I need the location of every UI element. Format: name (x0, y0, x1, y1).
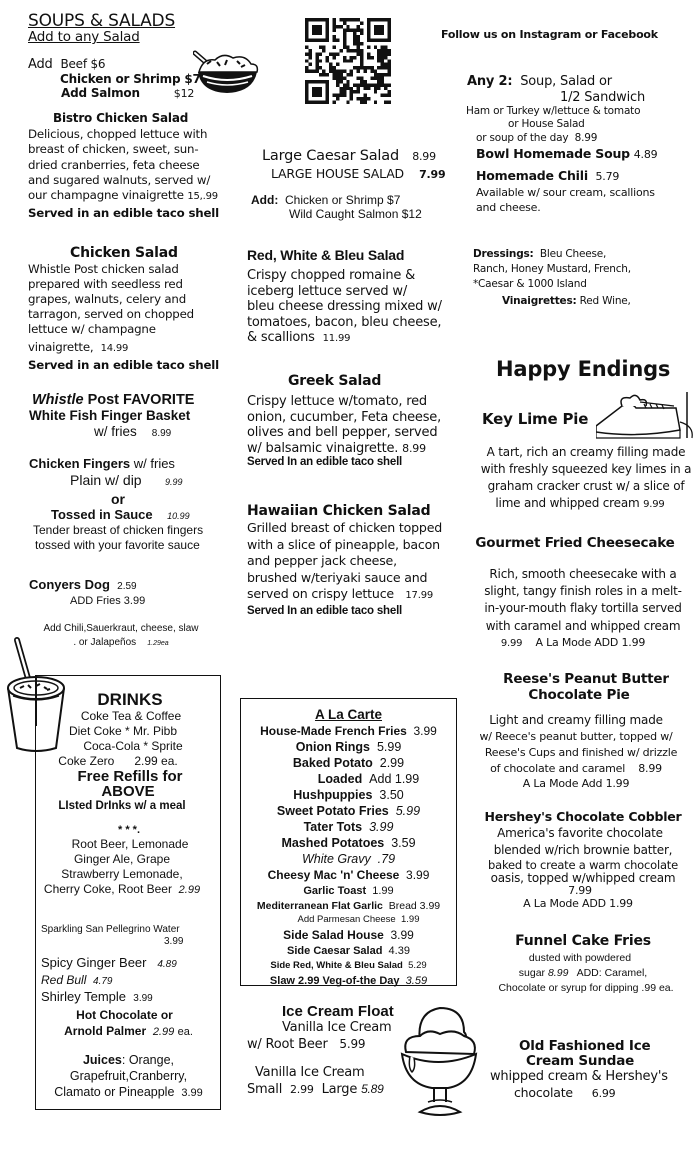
alacarte-item-name: Tater Tots (303, 820, 363, 834)
refill-line: Free Refills for (77, 768, 183, 785)
stars-divider: * * *. (117, 824, 140, 836)
alacarte-item-price: 1.99 (372, 885, 394, 897)
desc-line: tarragon, served on chopped (28, 307, 194, 321)
alacarte-item (241, 913, 456, 927)
desc-line: with caramel and whipped cream (485, 618, 681, 633)
desc-line: olives and bell pepper, served (247, 425, 438, 440)
caesar-addons (251, 193, 422, 221)
desc-line: our champagne vinaigrette (28, 188, 184, 203)
item-price: 4.89 (633, 148, 658, 161)
alacarte-item-name: Garlic Toast (303, 885, 367, 897)
drink-line: Coke Zero (58, 754, 115, 768)
chicken-salad (28, 244, 219, 373)
hawaiian-chicken-salad (247, 502, 442, 618)
alacarte-item-price: Add 1.99 (369, 772, 420, 786)
item-price: 11.99 (322, 333, 351, 344)
drink-price: 4.89 (157, 959, 177, 970)
item-name: Conyers Dog (29, 577, 110, 592)
alacarte-item-price: Bread 3.99 (388, 900, 441, 912)
desc-line: Vanilla Ice Cream (255, 1065, 365, 1080)
item-name: Bowl Homemade Soup (476, 146, 630, 161)
desc-line: Reese's Cups and finished w/ drizzle (484, 746, 678, 759)
desc-line: Crispy lettuce w/tomato, red (247, 394, 427, 409)
drink-line: Clamato or Pineapple (54, 1085, 175, 1099)
item-price: 2.59 (117, 581, 137, 592)
reeses-pie (466, 671, 698, 791)
drink-line: Coca-Cola * Sprite (83, 739, 183, 753)
key-lime-pie (466, 444, 698, 513)
desc-line: w/ balsamic vinaigrette. (247, 440, 399, 456)
dressing-line: *Caesar & 1000 Island (473, 278, 587, 290)
addons-line: Add Chili,Sauerkraut, cheese, slaw (43, 623, 199, 634)
desc-line: whipped cream & Hershey's (490, 1069, 668, 1084)
item-price: 7.99 (568, 884, 592, 897)
combo-line: or soup of the day (476, 132, 569, 144)
hersheys-cobbler (466, 809, 698, 911)
alacarte-item-name: Mashed Potatoes (281, 836, 385, 850)
desc-line: & scallions (247, 330, 315, 345)
drinks-title: DRINKS (97, 690, 163, 709)
alacarte-item-price: 3.59 (405, 975, 428, 987)
social-follow-text[interactable]: Follow us on Instagram or Facebook (441, 28, 658, 41)
desc-line: ADD: Caramel, (576, 967, 648, 979)
alacarte-item-name: Baked Potato (292, 756, 373, 770)
alacarte-item (241, 723, 456, 739)
refill-line: LIsted DrInks w/ a meal (58, 800, 186, 812)
drink-line: Cherry Coke, Root Beer (43, 882, 172, 896)
vinaigrettes-label: Vinaigrettes: (502, 295, 577, 307)
dressings-label: Dressings: (473, 248, 534, 260)
desc-line: slight, tangy finish roles in a melt- (484, 584, 682, 599)
desc-line: in-your-mouth flaky tortilla served (484, 601, 682, 616)
alacarte-title: A La Carte (314, 707, 383, 722)
bistro-chicken-salad (28, 111, 219, 221)
item-price: 8.99 (412, 150, 436, 163)
greek-salad (247, 372, 441, 469)
taco-shell-note: Served In an edible taco shell (247, 456, 403, 468)
fried-cheesecake (466, 535, 698, 651)
drink-line: Spicy Ginger Beer (41, 955, 147, 970)
desc-line: Available w/ sour cream, scallions (476, 186, 655, 199)
item-name: Chicken Fingers (29, 456, 131, 471)
desc-line: and sugared walnuts, served w/ (28, 172, 211, 187)
dressings (473, 247, 631, 309)
alacarte-item-name: Mediterranean Flat Garlic (256, 900, 383, 912)
alacarte-item-name: Loaded (317, 772, 363, 786)
drink-line: Shirley Temple (41, 989, 127, 1004)
item-price: 8.99 (402, 441, 426, 455)
alacarte-item-name: White Gravy (301, 852, 371, 866)
desc-line: chocolate (514, 1085, 573, 1100)
add-chicken: Chicken or Shrimp $7 (60, 72, 201, 86)
desc-line: Rich, smooth cheesecake with a (489, 567, 677, 581)
addons-line: . or Jalapeños (73, 637, 137, 648)
alacarte-item-name: Onion Rings (295, 740, 370, 754)
item-name: Hawaiian Chicken Salad (247, 503, 431, 519)
drink-price: 3.99 (133, 993, 153, 1004)
drinks-section-lower (41, 924, 216, 1101)
drink-price: 3.99 (181, 1087, 203, 1099)
desc-line: Crispy chopped romaine & (247, 268, 416, 283)
taco-shell-note: Served in an edible taco shell (28, 206, 219, 221)
item-price: 8.99 (547, 967, 569, 979)
desc-line: Tender breast of chicken fingers (33, 523, 204, 537)
desc-line: served on crispy lettuce (247, 586, 394, 601)
item-name: Gourmet Fried Cheesecake (475, 535, 675, 551)
item-name-suffix: w/ fries (133, 456, 175, 471)
add-label: Add (28, 57, 53, 72)
ice-cream-float (247, 1003, 394, 1098)
desc-line: lettuce w/ champagne (28, 322, 156, 336)
item-name: Chocolate Pie (528, 687, 630, 703)
alacarte-item (241, 771, 456, 787)
alacarte-item-name: Cheesy Mac 'n' Cheese (267, 868, 400, 882)
soups-salads-header (28, 12, 175, 45)
desc-line: bleu cheese dressing mixed w/ (247, 299, 442, 314)
item-name: Red, White & Bleu Salad (247, 247, 405, 263)
desserts-title: Happy Endings (496, 357, 671, 381)
add-beef: Beef $6 (60, 57, 106, 71)
desc-line: tomatoes, bacon, bleu cheese, (247, 314, 442, 330)
item-name: Large Caesar Salad (262, 148, 399, 164)
item-price: 5.79 (595, 170, 620, 183)
desc-line: baked to create a warm chocolate (488, 858, 678, 872)
drink-line: Hot Chocolate or (76, 1008, 173, 1022)
drink-line: Ginger Ale, Grape (73, 852, 171, 866)
alacarte-item-name: Side Caesar Salad (287, 945, 383, 957)
add-label: Add: (251, 193, 279, 207)
alacarte-item (241, 959, 456, 973)
item-price: 8.99 (638, 762, 662, 775)
social-follow[interactable] (441, 28, 658, 42)
add-salmon-price: $12 (173, 87, 195, 100)
alacarte-item-price: 1.99 (401, 914, 420, 925)
item-name: Reese's Peanut Butter (503, 671, 669, 687)
item-price: 9.99 (500, 637, 523, 649)
alacarte-item-price: .79 (377, 852, 396, 866)
alamode-option: A La Mode ADD 1.99 (523, 897, 633, 910)
alacarte-item-price: 3.50 (379, 788, 404, 802)
chicken-fingers (29, 455, 203, 553)
alacarte-item (241, 899, 456, 913)
alacarte-item (241, 883, 456, 899)
item-name: Ice Cream Float (282, 1003, 394, 1020)
alamode-option: A La Mode Add 1.99 (522, 777, 630, 790)
combo-title: Any 2: (467, 74, 513, 89)
alacarte-item-price: 5.99 (376, 740, 402, 754)
desc-line: Chocolate or syrup for dipping .99 ea. (498, 982, 674, 994)
item-name: Funnel Cake Fries (515, 933, 651, 949)
item-price: 14.99 (100, 343, 129, 354)
item-name: Cream Sundae (526, 1053, 635, 1069)
alacarte-item-name: House-Made French Fries (260, 724, 407, 738)
desc-line: w/ Root Beer (247, 1037, 328, 1052)
item-name: Homemade Chili (476, 168, 588, 183)
drink-line: Strawberry Lemonade, (61, 867, 183, 881)
item-sub: w/ fries (94, 424, 137, 439)
desc-line: grapes, walnuts, celery and (28, 292, 186, 306)
desc-line: dried cranberries, feta cheese (28, 157, 200, 172)
item-price: 9.99 (643, 499, 665, 510)
desc-line: and cheese. (476, 201, 541, 214)
addon-line: Wild Caught Salmon $12 (289, 207, 422, 221)
salad-bowl-icon (193, 50, 263, 96)
desc-line: brushed w/teriyaki sauce and (247, 569, 428, 585)
drink-line: Arnold Palmer (64, 1024, 147, 1038)
alacarte-item (241, 835, 456, 851)
add-salmon: Add Salmon (61, 86, 140, 100)
alacarte-item-name: Add Parmesan Cheese (297, 914, 396, 925)
item-price: 17.99 (405, 590, 434, 601)
alacarte-item-price: 5.29 (408, 960, 427, 971)
desc-line: oasis, topped w/whipped cream (490, 871, 676, 885)
alacarte-item (241, 787, 456, 803)
dressing-line: Bleu Cheese, (539, 248, 607, 260)
favorite-title: Post FAVORITE (87, 392, 195, 408)
item-name: White Fish Finger Basket (29, 408, 191, 423)
drink-price: 4.79 (93, 976, 113, 987)
item-price: 8.99 (151, 428, 172, 439)
item-price: 2.99 (289, 1083, 314, 1096)
desc-line: iceberg lettuce served w/ (247, 283, 408, 299)
drink-line: Diet Coke * Mr. Pibb (68, 724, 178, 738)
vinaigrette-line: Red Wine, (579, 295, 631, 307)
drink-price: 2.99 ea. (134, 754, 178, 768)
or-label: or (111, 491, 125, 507)
combo-price: 8.99 (574, 132, 598, 144)
alacarte-item (241, 943, 456, 959)
alacarte-item (241, 927, 456, 943)
drink-price-suffix: ea. (177, 1026, 193, 1038)
drink-line: Sparkling San Pellegrino Water (41, 924, 180, 935)
desc-line: vinaigrette, (28, 340, 94, 354)
alacarte-item (241, 755, 456, 771)
desc-line: w/ Reece's peanut butter, topped w/ (479, 730, 673, 743)
combo-line: or House Salad (508, 118, 585, 130)
desc-line: with freshly squeezed key limes in a (480, 462, 692, 476)
item-name: Greek Salad (288, 373, 382, 389)
plain-option: Plain w/ dip (70, 472, 142, 488)
desc-line: with a slice of pineapple, bacon (247, 536, 440, 552)
drink-line: Red Bull (41, 973, 87, 987)
addon-line: Chicken or Shrimp $7 (285, 193, 401, 207)
funnel-cake-fries (466, 932, 698, 996)
desc-line: Vanilla Ice Cream (282, 1020, 392, 1035)
key-lime-name: Key Lime Pie (482, 410, 589, 428)
alacarte-item-price: 5.99 (395, 804, 421, 818)
item-name: Chicken Salad (70, 245, 178, 261)
desc-line: sugar (518, 967, 546, 979)
whistle-post-favorite (29, 392, 195, 442)
drink-price: 2.99 (152, 1026, 175, 1038)
desc-line: breast of chicken, sweet, sun- (28, 142, 199, 157)
desc-line: dusted with powdered (528, 952, 632, 964)
combo-line: Ham or Turkey w/lettuce & tomato (466, 105, 641, 117)
alacarte-item-price: 3.99 (413, 724, 437, 738)
alacarte-item-price: 3.59 (391, 836, 416, 850)
item-price: 5.99 (339, 1037, 366, 1051)
desc-line: lime and whipped cream (495, 496, 640, 510)
combo-title-rest: Soup, Salad or (520, 74, 612, 89)
desc-line: of chocolate and caramel (490, 762, 626, 775)
alacarte-item-price: 3.99 (390, 928, 414, 942)
alacarte-item (241, 867, 456, 883)
red-white-bleu-salad (247, 246, 442, 347)
caesar-salad (262, 148, 445, 183)
item-name: Hershey's Chocolate Cobbler (484, 809, 682, 824)
alacarte-section (241, 707, 456, 989)
drink-price: 2.99 (178, 884, 201, 896)
desc-line: Whistle Post chicken salad (28, 262, 179, 276)
alacarte-item (241, 803, 456, 819)
item-price: 15,.99 (187, 191, 218, 203)
size-label: Small (247, 1082, 283, 1097)
soup-and-chili (476, 146, 657, 215)
item-name: Old Fashioned Ice (519, 1038, 651, 1054)
qr-code[interactable] (305, 18, 391, 104)
desc-line: Delicious, chopped lettuce with (28, 127, 208, 142)
desc-line: Grilled breast of chicken topped (247, 520, 443, 535)
conyers-dog (29, 577, 145, 609)
desc-line: Light and creamy filling made (489, 713, 663, 727)
salad-addons (28, 57, 201, 101)
taco-shell-note: Served In an edible taco shell (247, 604, 403, 617)
drinks-section (36, 690, 220, 898)
section-subtitle: Add to any Salad (28, 29, 140, 45)
addons-price: 1.29ea (147, 640, 169, 647)
alacarte-item-price: 4.39 (388, 945, 410, 957)
dressing-line: Ranch, Honey Mustard, French, (473, 263, 631, 275)
alacarte-item-name: Side Salad House (283, 928, 384, 942)
ice-cream-sundae (490, 1039, 668, 1102)
drink-price: 3.99 (164, 936, 184, 947)
desc-line: onion, cucumber, Feta cheese, (247, 409, 442, 425)
drink-line: Root Beer, Lemonade (71, 837, 189, 851)
alacarte-item-name: Slaw 2.99 Veg-of-the Day (269, 975, 400, 987)
item-price: 5.89 (361, 1082, 384, 1096)
desc-line: prepared with seedless red (28, 277, 183, 291)
favorite-title-italic: Whistle (32, 392, 84, 408)
alacarte-item (241, 819, 456, 835)
item-price: 7.99 (419, 168, 446, 181)
desc-line: A tart, rich an creamy filling made (486, 445, 686, 459)
size-label: Large (321, 1082, 358, 1097)
alacarte-item-name: Sweet Potato Fries (276, 804, 389, 818)
tossed-option: Tossed in Sauce (51, 507, 153, 522)
cup-box-divider (35, 676, 37, 726)
drink-line: Coke Tea & Coffee (80, 709, 182, 723)
juices-label: Juices (82, 1053, 122, 1067)
combo-line: 1/2 Sandwich (560, 90, 645, 105)
item-price: 6.99 (591, 1087, 616, 1100)
any-two-combo (467, 74, 645, 145)
desc-line: America's favorite chocolate (497, 826, 663, 840)
alacarte-item (241, 739, 456, 755)
sundae-icon (398, 1002, 480, 1120)
drink-line: Grapefruit,Cranberry, (69, 1069, 188, 1083)
desc-line: graham cracker crust w/ a slice of (487, 479, 685, 493)
alacarte-item-price: 3.99 (369, 820, 394, 834)
desc-line: and pepper jack cheese, (247, 553, 397, 568)
alacarte-item (241, 973, 456, 989)
section-title: SOUPS & SALADS (28, 11, 176, 31)
plain-price: 9.99 (164, 477, 183, 487)
alacarte-item (241, 851, 456, 867)
refill-line: ABOVE (101, 783, 155, 800)
add-fries: ADD Fries 3.99 (70, 595, 146, 607)
taco-shell-note: Served in an edible taco shell (28, 358, 219, 372)
tossed-price: 10.99 (167, 511, 190, 521)
item-name: Bistro Chicken Salad (53, 111, 189, 125)
desc-line: tossed with your favorite sauce (35, 538, 200, 552)
alacarte-item-price: 2.99 (379, 756, 405, 770)
alacarte-item-price: 3.99 (406, 868, 430, 882)
item-name: LARGE HOUSE SALAD (271, 166, 404, 181)
alacarte-item-name: Hushpuppies (293, 788, 373, 802)
alacarte-item-name: Side Red, White & Bleu Salad (270, 960, 403, 971)
pie-slice-icon (596, 392, 698, 440)
drink-line: : Orange, (121, 1053, 175, 1067)
alamode-option: A La Mode ADD 1.99 (535, 635, 646, 649)
desc-line: blended w/rich brownie batter, (493, 843, 673, 857)
